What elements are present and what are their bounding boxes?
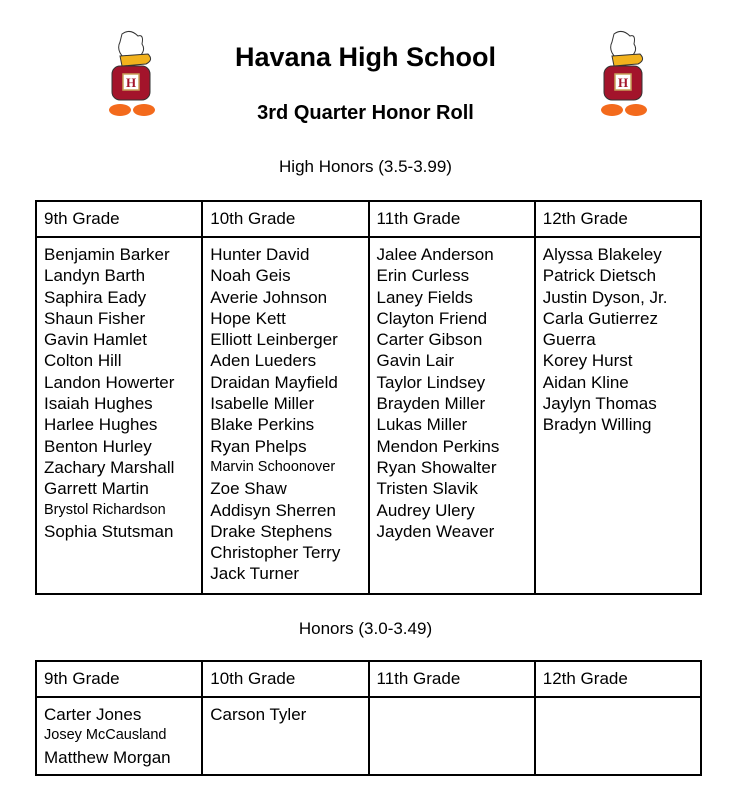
student-name: Brayden Miller xyxy=(376,394,486,414)
student-name: Shaun Fisher xyxy=(44,308,146,328)
student-name: Zoe Shaw xyxy=(210,479,287,499)
grade-header: 12th Grade xyxy=(535,661,701,697)
student-name: Ryan Showalter xyxy=(376,457,497,477)
student-name: Guerra xyxy=(542,330,596,350)
student-name: Carter Jones xyxy=(44,705,142,724)
student-name: Carson Tyler xyxy=(210,705,307,724)
student-name: Jayden Weaver xyxy=(376,521,495,541)
student-name: Draidan Mayfield xyxy=(210,372,338,392)
student-name: Sophia Stutsman xyxy=(44,521,174,541)
student-name: Matthew Morgan xyxy=(44,747,171,767)
student-name: Jaylyn Thomas xyxy=(542,394,657,414)
student-name: Noah Geis xyxy=(210,266,291,286)
student-name: Patrick Dietsch xyxy=(542,266,657,286)
student-name: Averie Johnson xyxy=(210,287,328,307)
student-name: Gavin Hamlet xyxy=(44,330,147,350)
student-name: Hope Kett xyxy=(210,308,286,328)
grade-header: 9th Grade xyxy=(36,201,202,237)
student-name: Josey McCausland xyxy=(44,727,167,744)
student-name: Lukas Miller xyxy=(376,415,468,435)
grade-header: 11th Grade xyxy=(369,201,535,237)
section-heading-honors: Honors (3.0-3.49) xyxy=(298,619,433,638)
student-name: Bradyn Willing xyxy=(542,415,652,435)
student-name: Audrey Ulery xyxy=(376,500,475,520)
student-name: Landon Howerter xyxy=(44,372,175,392)
grade-header: 12th Grade xyxy=(535,201,701,237)
student-name: Mendon Perkins xyxy=(376,436,500,456)
svg-text:H: H xyxy=(617,75,629,90)
student-name: Saphira Eady xyxy=(44,287,147,307)
name-list xyxy=(369,237,535,594)
student-name: Alyssa Blakeley xyxy=(542,245,662,264)
honors-table xyxy=(35,660,702,776)
student-name: Garrett Martin xyxy=(44,479,149,499)
student-name: Justin Dyson, Jr. xyxy=(542,287,668,307)
grade-header: 9th Grade xyxy=(36,661,202,697)
student-name: Isabelle Miller xyxy=(210,394,315,414)
name-list xyxy=(36,237,202,594)
high-honors-table xyxy=(35,200,702,595)
student-name: Colton Hill xyxy=(44,351,122,371)
student-name: Hunter David xyxy=(210,245,310,264)
name-list xyxy=(535,237,701,594)
student-name: Carter Gibson xyxy=(376,330,483,350)
name-list xyxy=(202,237,368,594)
student-name: Isaiah Hughes xyxy=(44,394,153,414)
grade-header: 10th Grade xyxy=(202,661,368,697)
student-name: Harlee Hughes xyxy=(44,415,158,435)
section-heading-high-honors: High Honors (3.5-3.99) xyxy=(279,157,452,176)
student-name: Clayton Friend xyxy=(376,308,488,328)
student-name: Blake Perkins xyxy=(210,415,315,435)
student-name: Aidan Kline xyxy=(542,372,629,392)
name-list xyxy=(369,697,535,775)
student-name: Marvin Schoonover xyxy=(210,458,336,475)
student-name: Landyn Barth xyxy=(44,266,146,286)
student-name: Brystol Richardson xyxy=(44,501,166,518)
student-name: Carla Gutierrez xyxy=(542,308,659,328)
student-name: Zachary Marshall xyxy=(44,457,175,477)
student-name: Korey Hurst xyxy=(542,351,633,371)
student-name: Laney Fields xyxy=(376,287,473,307)
student-name: Gavin Lair xyxy=(376,351,454,371)
student-name: Elliott Leinberger xyxy=(210,330,338,350)
student-name: Erin Curless xyxy=(376,266,470,286)
honor-roll-subtitle: 3rd Quarter Honor Roll xyxy=(257,102,474,124)
grade-header: 11th Grade xyxy=(369,661,535,697)
student-name: Addisyn Sherren xyxy=(210,500,336,520)
student-name: Benjamin Barker xyxy=(44,245,170,264)
name-list xyxy=(535,697,701,775)
svg-text:H: H xyxy=(125,75,137,90)
student-name: Tristen Slavik xyxy=(376,479,478,499)
student-name: Taylor Lindsey xyxy=(376,372,486,392)
name-list xyxy=(202,697,368,775)
student-name: Benton Hurley xyxy=(44,436,152,456)
name-list xyxy=(36,697,202,775)
student-name: Jack Turner xyxy=(210,564,300,584)
grade-header: 10th Grade xyxy=(202,201,368,237)
school-title: Havana High School xyxy=(234,42,497,72)
student-name: Aden Lueders xyxy=(210,351,317,371)
student-name: Christopher Terry xyxy=(210,543,341,563)
student-name: Ryan Phelps xyxy=(210,436,307,456)
student-name: Drake Stephens xyxy=(210,521,333,541)
student-name: Jalee Anderson xyxy=(376,245,494,264)
